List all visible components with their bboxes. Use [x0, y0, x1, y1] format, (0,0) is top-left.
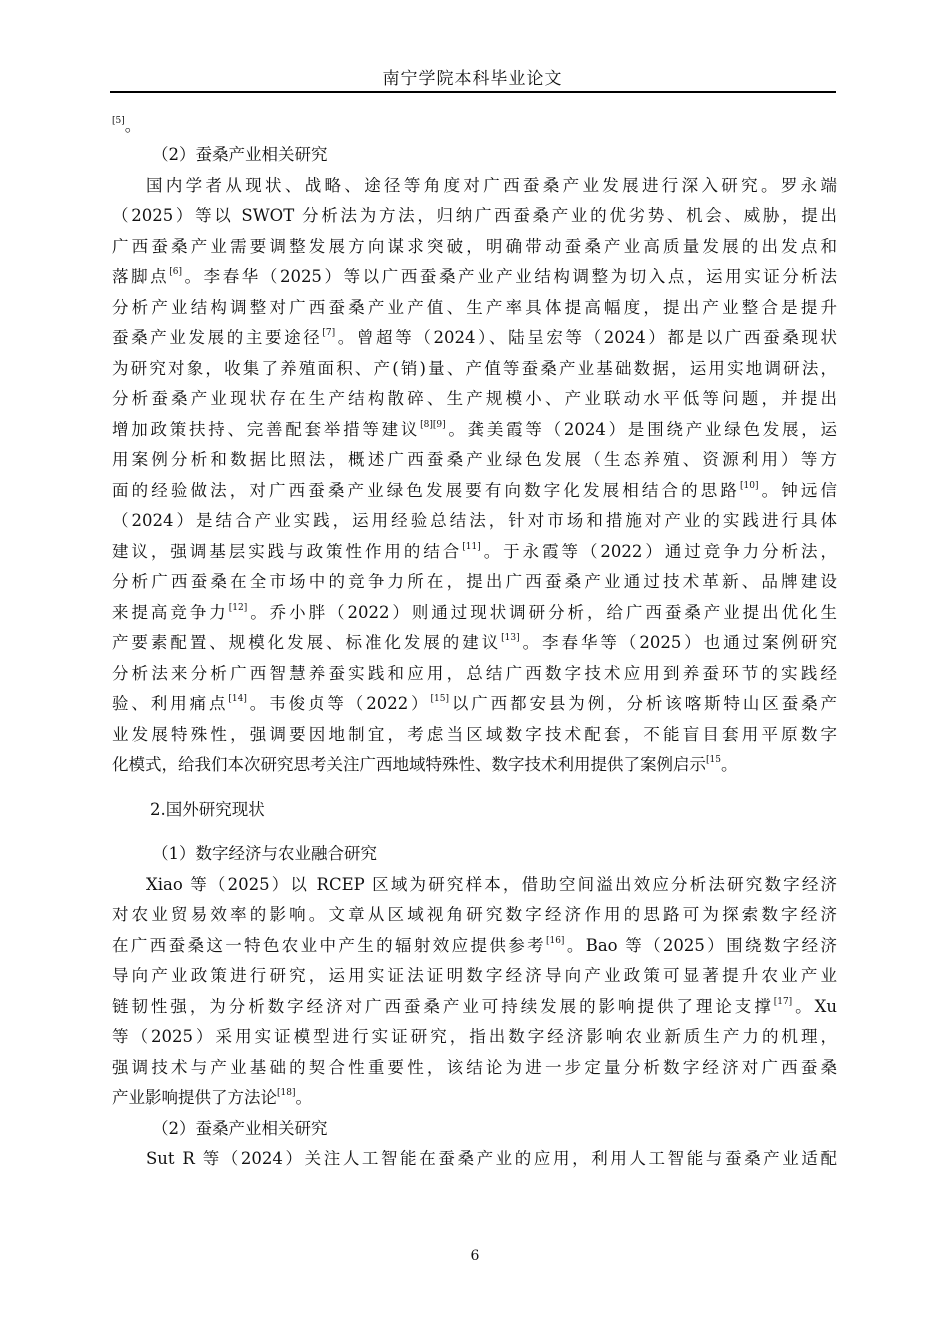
section-heading: （1）数字经济与农业融合研究 — [152, 844, 377, 863]
text-span: 以广西都安县为例，分析该喀斯特山区蚕桑产 — [448, 694, 837, 713]
text-line — [112, 262, 837, 293]
text-span: 。韦俊贞等（2022） — [246, 694, 431, 713]
text-line: Sut R 等（2024）关注人工智能在蚕桑产业的应用，利用人工智能与蚕桑产业适配 — [146, 1149, 837, 1168]
text-span: 在广西蚕桑这一特色农业中产生的辐射效应提供参考 — [112, 935, 546, 955]
text-line: 等（2025）采用实证模型进行实证研究，指出数字经济影响农业新质生产力的机理， — [112, 1027, 837, 1046]
text-line — [112, 476, 837, 507]
citation: [14] — [228, 694, 247, 704]
section-heading: （2）蚕桑产业相关研究 — [152, 145, 328, 164]
text-line: （2024）是结合产业实践，运用经验总结法，针对市场和措施对产业的实践进行具体 — [112, 511, 837, 530]
section-heading: （2）蚕桑产业相关研究 — [152, 1118, 328, 1138]
text-line: 分析蚕桑产业现状存在生产结构散碎、生产规模小、产业联动水平低等问题，并提出 — [112, 389, 837, 408]
text-line: 用案例分析和数据比照法，概述广西蚕桑产业绿色发展（生态养殖、资源利用）等方 — [112, 450, 837, 469]
text-span: 来提高竞争力 — [112, 602, 229, 622]
text-line — [112, 931, 837, 962]
citation: [11] — [462, 541, 481, 552]
text-line: 业发展特殊性，强调要因地制宜，考虑当区域数字技术配套，不能盲目套用平原数字 — [112, 724, 837, 744]
text-line: Xiao 等（2025）以 RCEP 区域为研究样本，借助空间溢出效应分析法研究数字经济 — [146, 874, 837, 894]
text-span: 。 — [124, 116, 142, 135]
text-span: 产要素配置、规模化发展、标准化发展的建议 — [112, 633, 502, 652]
text-line — [112, 598, 837, 629]
text-span: 。 — [720, 755, 738, 774]
text-line: 对农业贸易效率的影响。文章从区域视角研究数字经济作用的思路可为探索数字经济 — [112, 905, 837, 924]
text-span: 。 — [295, 1088, 312, 1107]
citation: [15] — [430, 694, 449, 704]
text-span: 建议，强调基层实践与政策性作用的结合 — [112, 541, 463, 561]
text-span: 面的经验做法，对广西蚕桑产业绿色发展要有向数字化发展相结合的思路 — [112, 480, 741, 500]
citation: [5] — [112, 116, 125, 126]
text-line — [112, 689, 837, 720]
text-line: 国内学者从现状、战略、途径等角度对广西蚕桑产业发展进行深入研究。罗永端 — [146, 175, 837, 195]
section-heading: 2.国外研究现状 — [150, 799, 265, 819]
text-line: 强调技术与产业基础的契合性重要性，该结论为进一步定量分析数字经济对广西蚕桑 — [112, 1057, 837, 1077]
text-span: 蚕桑产业发展的主要途径 — [112, 328, 323, 347]
text-span: 。李春华（2025）等以广西蚕桑产业产业结构调整为切入点，运用实证分析法 — [181, 267, 837, 286]
citation: [6] — [169, 267, 182, 277]
text-span: 化模式，给我们本次研究思考关注广西地域特殊性、数字技术利用提供了案例启示 — [112, 755, 706, 774]
text-span: 。李春华等（2025）也通过案例研究 — [519, 633, 837, 652]
text-line: 导向产业政策进行研究，运用实证法证明数字经济导向产业政策可显著提升农业产业 — [112, 966, 837, 985]
citation: [8][9] — [420, 419, 446, 430]
citation: [10] — [740, 480, 759, 491]
citation: [12] — [228, 602, 248, 613]
document-body — [112, 112, 837, 1175]
text-span: 验、利用痛点 — [112, 694, 229, 713]
citation: [16] — [545, 935, 565, 946]
text-span: 。Xu — [792, 996, 837, 1016]
page-number: 6 — [470, 1248, 480, 1264]
text-span: 。乔小胖（2022）则通过现状调研分析，给广西蚕桑产业提出优化生 — [247, 602, 837, 622]
text-line — [112, 628, 837, 659]
citation: [17] — [773, 996, 793, 1007]
citation: [15 — [706, 755, 721, 765]
citation: [7] — [322, 328, 336, 338]
page-header-title: 南宁学院本科毕业论文 — [382, 69, 563, 89]
text-span: 产业影响提供了方法论 — [112, 1088, 277, 1107]
text-line — [112, 1083, 837, 1114]
text-line — [112, 415, 837, 446]
text-span: 。龚美霞等（2024）是围绕产业绿色发展，运 — [445, 419, 837, 439]
citation: [13] — [501, 633, 520, 643]
text-line: 为研究对象，收集了养殖面积、产(销)量、产值等蚕桑产业基础数据，运用实地调研法， — [112, 358, 837, 378]
text-line — [112, 323, 837, 354]
text-span: 。Bao 等（2025）围绕数字经济 — [564, 935, 837, 955]
text-line — [112, 750, 837, 781]
text-line: 分析广西蚕桑在全市场中的竞争力所在，提出广西蚕桑产业通过技术革新、品牌建设 — [112, 572, 837, 591]
text-line: 分析产业结构调整对广西蚕桑产业产值、生产率具体提高幅度，提出产业整合是提升 — [112, 297, 837, 317]
text-line: 广西蚕桑产业需要调整发展方向谋求突破，明确带动蚕桑产业高质量发展的出发点和 — [112, 236, 837, 256]
citation: [18] — [277, 1088, 296, 1098]
text-line — [112, 112, 837, 140]
text-line: （2025）等以 SWOT 分析法为方法，归纳广西蚕桑产业的优劣势、机会、威胁，提出 — [112, 206, 837, 225]
text-line — [112, 992, 837, 1023]
text-line — [112, 537, 837, 568]
text-span: 落脚点 — [112, 267, 170, 286]
text-span: 。曾超等（2024）、陆呈宏等（2024）都是以广西蚕桑现状 — [335, 328, 837, 347]
header-rule — [110, 91, 836, 93]
text-span: 链韧性强，为分析数字经济对广西蚕桑产业可持续发展的影响提供了理论支撑 — [112, 996, 774, 1016]
text-line: 分析法来分析广西智慧养蚕实践和应用，总结广西数字技术应用到养蚕环节的实践经 — [112, 663, 837, 683]
text-span: 。于永霞等（2022）通过竞争力分析法， — [480, 541, 837, 561]
text-span: 增加政策扶持、完善配套举措等建议 — [112, 419, 421, 439]
text-span: 。钟远信 — [758, 480, 837, 500]
